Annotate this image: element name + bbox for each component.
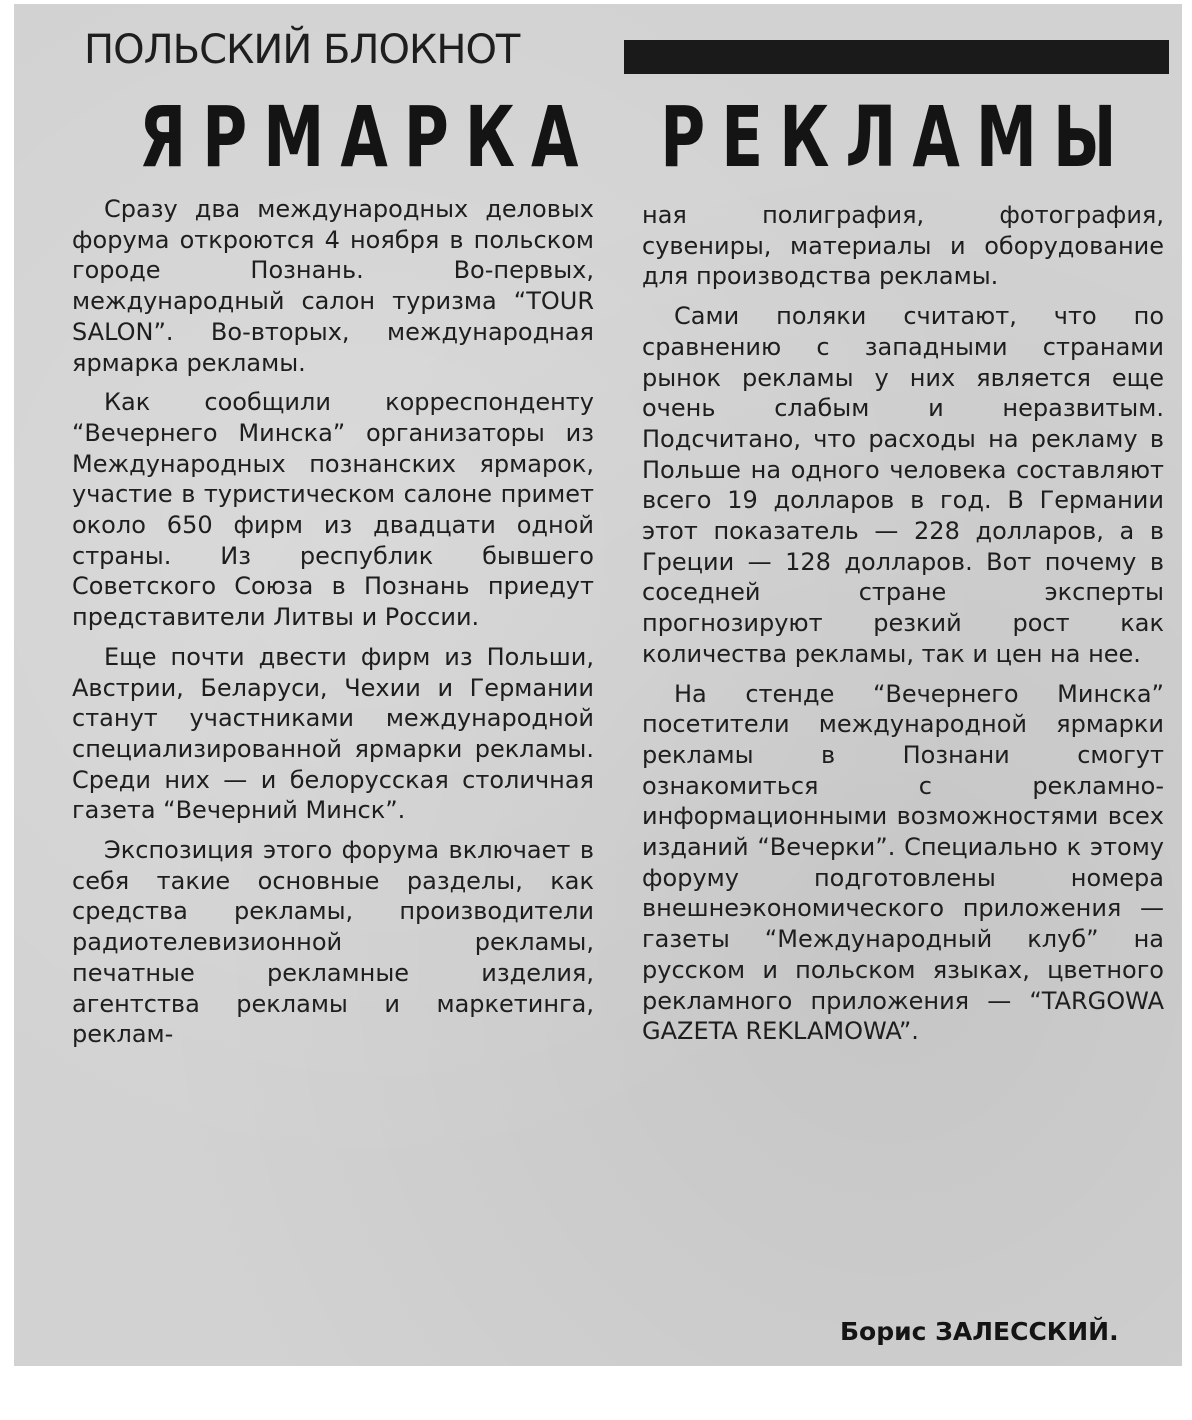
headline-word-2: РЕКЛАМЫ	[660, 88, 1133, 186]
headline-word-1: ЯРМАРКА	[139, 88, 595, 186]
author-byline: Борис ЗАЛЕССКИЙ.	[840, 1317, 1119, 1346]
rubric-title: ПОЛЬСКИЙ БЛОКНОТ	[84, 27, 520, 73]
rubric-bar	[624, 40, 1169, 74]
paragraph-continuation: ная полиграфия, фотография, сувениры, материалы и оборудование для производства рекламы.	[642, 201, 1164, 291]
paragraph: Как сообщили корреспонденту “Вечернего Минска” организаторы из Международных познанских ярмарок, участие в туристическом салоне примет около 650 фирм из двадцати одной страны. Из республик бывшего Советского Союза в Познань приедут представители Литвы и России.	[72, 388, 594, 632]
headline	[139, 82, 1133, 192]
paragraph: Экспозиция этого форума включает в себя такие основные разделы, как средства рекламы, производители радиотелевизионной рекламы, печатные рекламные изделия, агентства рекламы и маркетинга, реклам-	[72, 836, 594, 1049]
paragraph: Сами поляки считают, что по сравнению с западными странами рынок рекламы у них является еще очень слабым и неразвитым. Подсчитано, что расходы на рекламу в Польше на одного человека составляют всего 19 долларов в год. В Германии этот показатель — 228 долларов, а в Греции — 128 долларов. Вот почему в соседней стране эксперты прогнозируют резкий рост как количества рекламы, так и цен на нее.	[642, 302, 1164, 668]
paragraph: Сразу два международных деловых форума откроются 4 ноября в польском городе Познань. Во-первых, международный салон туризма “TOUR SALON”. Во-вторых, международная ярмарка рекламы.	[72, 195, 594, 377]
right-column	[642, 200, 1164, 1056]
newspaper-clipping	[14, 4, 1182, 1366]
paragraph: Еще почти двести фирм из Польши, Австрии, Беларуси, Чехии и Германии станут участниками международной специализированной ярмарки рекламы. Среди них — и белорусская столичная газета “Вечерний Минск”.	[72, 642, 594, 825]
left-column	[72, 194, 594, 1059]
paragraph: На стенде “Вечернего Минска” посетители международной ярмарки рекламы в Познани смогут ознакомиться с рекламно-информационными возможностями всех изданий “Вечерки”. Специально к этому форуму подготовлены номера внешнеэкономического приложения — газеты “Международный клуб” на русском и польском языках, цветного рекламного приложения — “TARGOWA GAZETA REKLAMOWA”.	[642, 679, 1164, 1046]
